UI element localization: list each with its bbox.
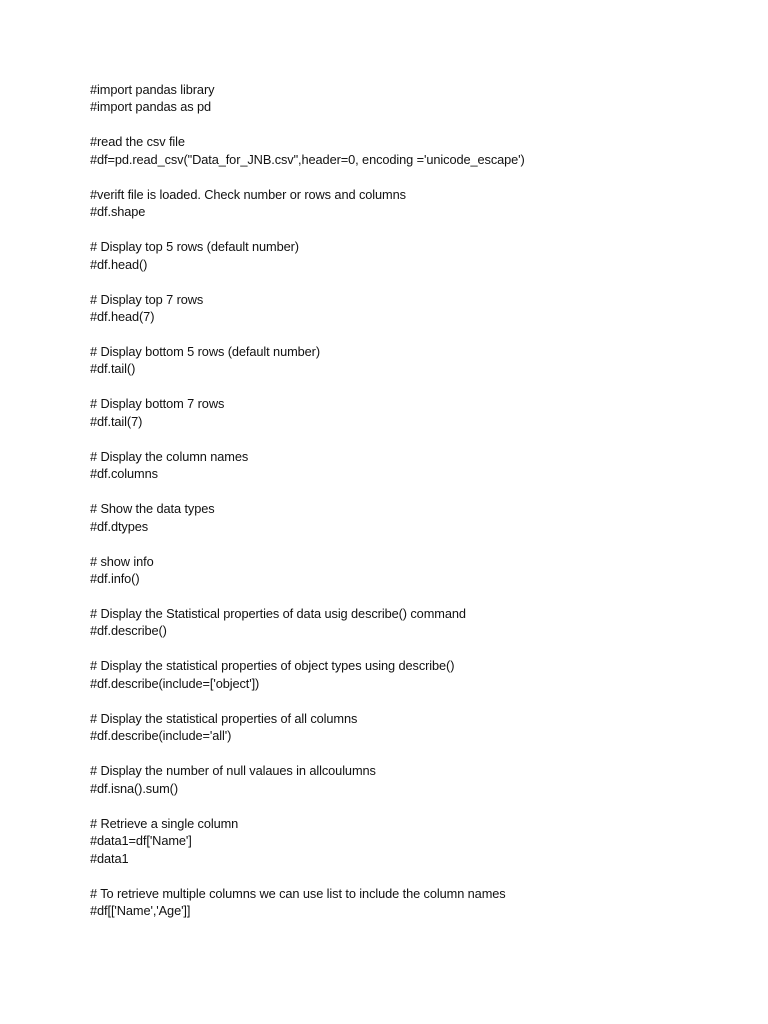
text-line: #read the csv file (90, 134, 185, 150)
text-line: #df.tail(7) (90, 413, 143, 429)
code-block-describe (90, 605, 730, 640)
document-body (90, 81, 730, 937)
code-block-describe-object (90, 657, 730, 692)
text-line: #df.describe() (90, 623, 167, 639)
text-line: # Display top 7 rows (90, 291, 204, 307)
text-line: #df.dtypes (90, 518, 149, 534)
text-line: # Display bottom 7 rows (90, 396, 225, 412)
code-block-tail-7 (90, 395, 730, 430)
text-line: # Display the statistical properties of all columns (90, 710, 358, 726)
text-line: #df.head() (90, 256, 148, 272)
text-line: #import pandas as pd (90, 99, 212, 115)
text-line: #df=pd.read_csv("Data_for_JNB.csv",header=0, encoding ='unicode_escape') (90, 151, 525, 167)
text-line: #df.isna().sum() (90, 780, 178, 796)
code-block-import (90, 81, 730, 116)
text-line: # show info (90, 553, 154, 569)
code-block-isna (90, 762, 730, 797)
code-block-shape (90, 186, 730, 221)
text-line: #import pandas library (90, 82, 215, 97)
code-block-tail (90, 343, 730, 378)
text-line: #df.head(7) (90, 309, 155, 325)
text-line: # To retrieve multiple columns we can use list to include the column names (90, 885, 506, 901)
code-block-single-column (90, 815, 730, 867)
text-line: #df.describe(include=['object']) (90, 675, 260, 691)
text-line: #verift file is loaded. Check number or rows and columns (90, 186, 406, 202)
text-line: #df.shape (90, 204, 146, 220)
text-line: #df.columns (90, 466, 158, 482)
code-block-describe-all (90, 710, 730, 745)
text-line: # Display the column names (90, 448, 249, 464)
text-line: # Display top 5 rows (default number) (90, 239, 299, 255)
code-block-read-csv (90, 133, 730, 168)
text-line: #df[['Name','Age']] (90, 902, 191, 918)
code-block-head-7 (90, 291, 730, 326)
text-line: #df.tail() (90, 361, 136, 377)
code-block-dtypes (90, 500, 730, 535)
code-block-multiple-columns (90, 885, 730, 920)
text-line: #df.info() (90, 571, 140, 587)
code-block-columns (90, 448, 730, 483)
code-block-info (90, 553, 730, 588)
text-line: #data1 (90, 850, 129, 866)
text-line: # Display the number of null valaues in allcoulumns (90, 763, 376, 779)
text-line: # Display bottom 5 rows (default number) (90, 344, 320, 360)
text-line: # Display the statistical properties of object types using describe() (90, 658, 455, 674)
text-line: # Show the data types (90, 501, 215, 517)
text-line: # Retrieve a single column (90, 815, 239, 831)
text-line: # Display the Statistical properties of data usig describe() command (90, 606, 466, 622)
text-line: #df.describe(include='all') (90, 728, 232, 744)
code-block-head (90, 238, 730, 273)
text-line: #data1=df['Name'] (90, 833, 192, 849)
